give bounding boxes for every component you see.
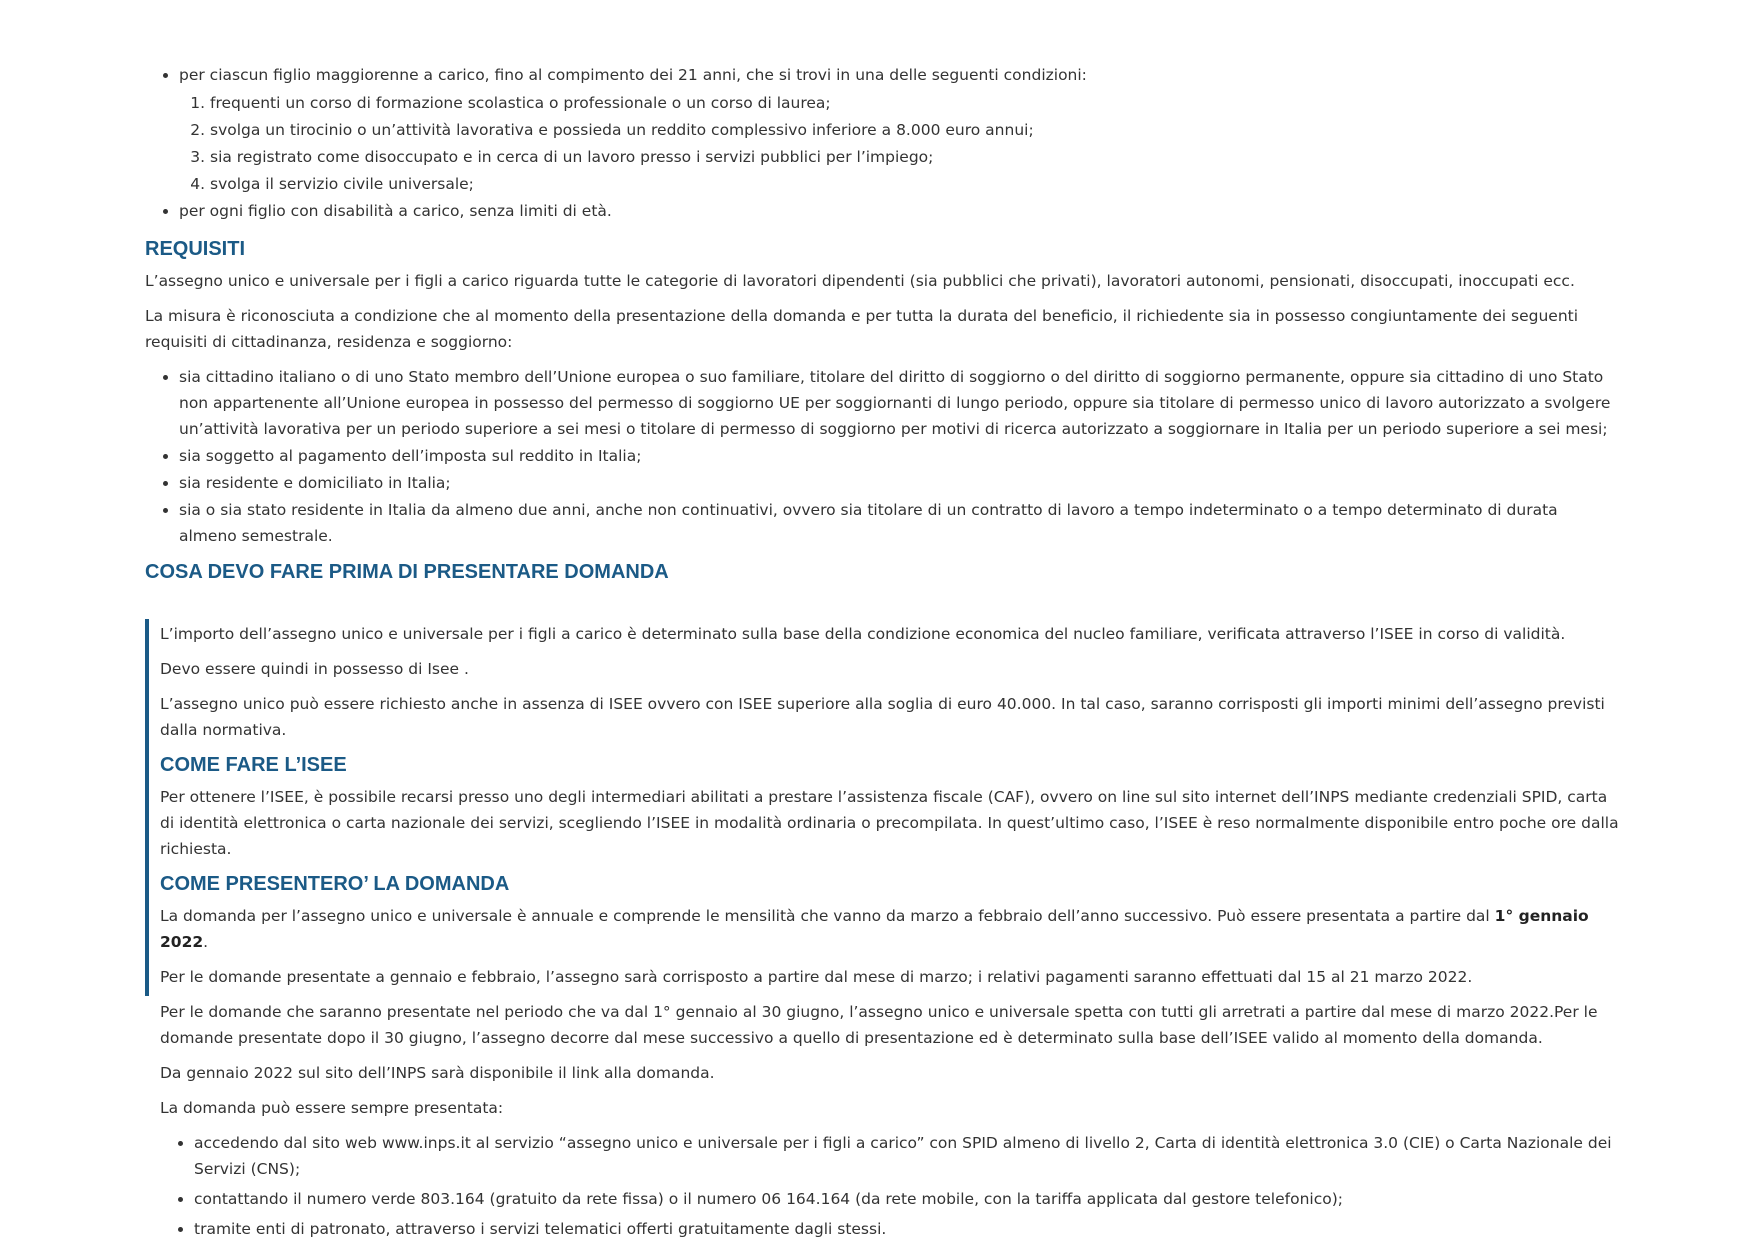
paragraph: La domanda può essere sempre presentata: xyxy=(160,1099,504,1117)
conditions-list xyxy=(179,90,1620,197)
list-item: • tramite enti di patronato, attraverso i servizi telematici offerti gratuitamente dagli stessi. xyxy=(194,1216,1620,1242)
blockquote xyxy=(145,619,1620,996)
section-heading-domanda: COME PRESENTERO’ LA DOMANDA xyxy=(160,873,510,895)
list-item: • sia residente e domiciliato in Italia; xyxy=(179,470,1620,496)
list-item: • accedendo dal sito web www.inps.it al servizio “assegno unico e universale per i figli a carico” con SPID almeno di livello 2, Carta di identità elettronica 3.0 (CIE) o Carta Nazionale dei Servizi (CNS); xyxy=(194,1130,1620,1182)
list-item: 4. svolga il servizio civile universale; xyxy=(210,171,1620,197)
list-item: 3. sia registrato come disoccupato e in cerca di un lavoro presso i servizi pubblici per l’impiego; xyxy=(210,144,1620,170)
list-item: • sia cittadino italiano o di uno Stato membro dell’Unione europea o suo familiare, titolare del diritto di soggiorno o del diritto di soggiorno permanente, oppure sia cittadino di uno Stato non appartenente all’Unione europea in possesso del permesso di soggiorno UE per soggiornanti di lungo periodo, oppure sia titolare di permesso unico di lavoro autorizzato a svolgere un’attività lavorativa per un periodo superiore a sei mesi o titolare di permesso di soggiorno per motivi di ricerca autorizzato a soggiornare in Italia per un periodo superiore a sei mesi; xyxy=(179,364,1620,442)
section-heading-requisiti: REQUISITI xyxy=(145,238,246,260)
paragraph-text: . xyxy=(203,933,209,951)
document-page xyxy=(145,62,1620,1246)
list-item: 1. frequenti un corso di formazione scolastica o professionale o un corso di laurea; xyxy=(210,90,1620,116)
paragraph: Per ottenere l’ISEE, è possibile recarsi presso uno degli intermediari abilitati a prestare l’assistenza fiscale (CAF), ovvero on line sul sito internet dell’INPS mediante credenziali SPID, carta di identità elettronica o carta nazionale dei servizi, scegliendo l’ISEE in modalità ordinaria o precompilata. In quest’ultimo caso, l’ISEE è reso normalmente disponibile entro poche ore dalla richiesta. xyxy=(160,788,1619,858)
paragraph: L’importo dell’assegno unico e universale per i figli a carico è determinato sulla base della condizione economica del nucleo familiare, verificata attraverso l’ISEE in corso di validità. xyxy=(160,625,1566,643)
bold-date: 1° gennaio 2022 xyxy=(160,907,1589,951)
list-item-text: per ciascun figlio maggiorenne a carico, fino al compimento dei 21 anni, che si trovi in una delle seguenti condizioni: xyxy=(179,66,1087,84)
list-item xyxy=(179,62,1620,197)
paragraph-text: La domanda per l’assegno unico e universale è annuale e comprende le mensilità che vanno da marzo a febbraio dell’anno successivo. Può essere presentata a partire dal xyxy=(160,907,1495,925)
paragraph: La misura è riconosciuta a condizione che al momento della presentazione della domanda e per tutta la durata del beneficio, il richiedente sia in possesso congiuntamente dei seguenti requisiti di cittadinanza, residenza e soggiorno: xyxy=(145,307,1579,351)
paragraph: L’assegno unico e universale per i figli a carico riguarda tutte le categorie di lavoratori dipendenti (sia pubblici che privati), lavoratori autonomi, pensionati, disoccupati, inoccupati ecc. xyxy=(145,272,1575,290)
paragraph: L’assegno unico può essere richiesto anche in assenza di ISEE ovvero con ISEE superiore alla soglia di euro 40.000. In tal caso, saranno corrisposti gli importi minimi dell’assegno previsti dalla normativa. xyxy=(160,695,1605,739)
paragraph xyxy=(160,903,1620,955)
list-item: • sia o sia stato residente in Italia da almeno due anni, anche non continuativi, ovvero sia titolare di un contratto di lavoro a tempo indeterminato o a tempo determinato di durata almeno semestrale. xyxy=(179,497,1620,549)
section-heading-prima: COSA DEVO FARE PRIMA DI PRESENTARE DOMANDA xyxy=(145,561,669,583)
paragraph: Per le domande che saranno presentate nel periodo che va dal 1° gennaio al 30 giugno, l’assegno unico e universale spetta con tutti gli arretrati a partire dal mese di marzo 2022.Per le domande presentate dopo il 30 giugno, l’assegno decorre dal mese successivo a quello di presentazione ed è determinato sulla base dell’ISEE valido al momento della domanda. xyxy=(160,1003,1598,1047)
paragraph: Per le domande presentate a gennaio e febbraio, l’assegno sarà corrisposto a partire dal mese di marzo; i relativi pagamenti saranno effettuati dal 15 al 21 marzo 2022. xyxy=(160,968,1473,986)
list-item: • contattando il numero verde 803.164 (gratuito da rete fissa) o il numero 06 164.164 (da rete mobile, con la tariffa applicata dal gestore telefonico); xyxy=(194,1186,1620,1212)
list-item: • per ogni figlio con disabilità a carico, senza limiti di età. xyxy=(179,198,1620,224)
domanda-list xyxy=(160,1130,1620,1242)
paragraph: Devo essere quindi in possesso di Isee . xyxy=(160,660,469,678)
paragraph: Da gennaio 2022 sul sito dell’INPS sarà disponibile il link alla domanda. xyxy=(160,1064,715,1082)
list-item: • sia soggetto al pagamento dell’imposta sul reddito in Italia; xyxy=(179,443,1620,469)
requisiti-list xyxy=(145,364,1620,549)
list-item: 2. svolga un tirocinio o un’attività lavorativa e possieda un reddito complessivo inferiore a 8.000 euro annui; xyxy=(210,117,1620,143)
section-heading-isee: COME FARE L’ISEE xyxy=(160,754,347,776)
domanda-continued xyxy=(145,999,1620,1242)
intro-list xyxy=(145,62,1620,224)
